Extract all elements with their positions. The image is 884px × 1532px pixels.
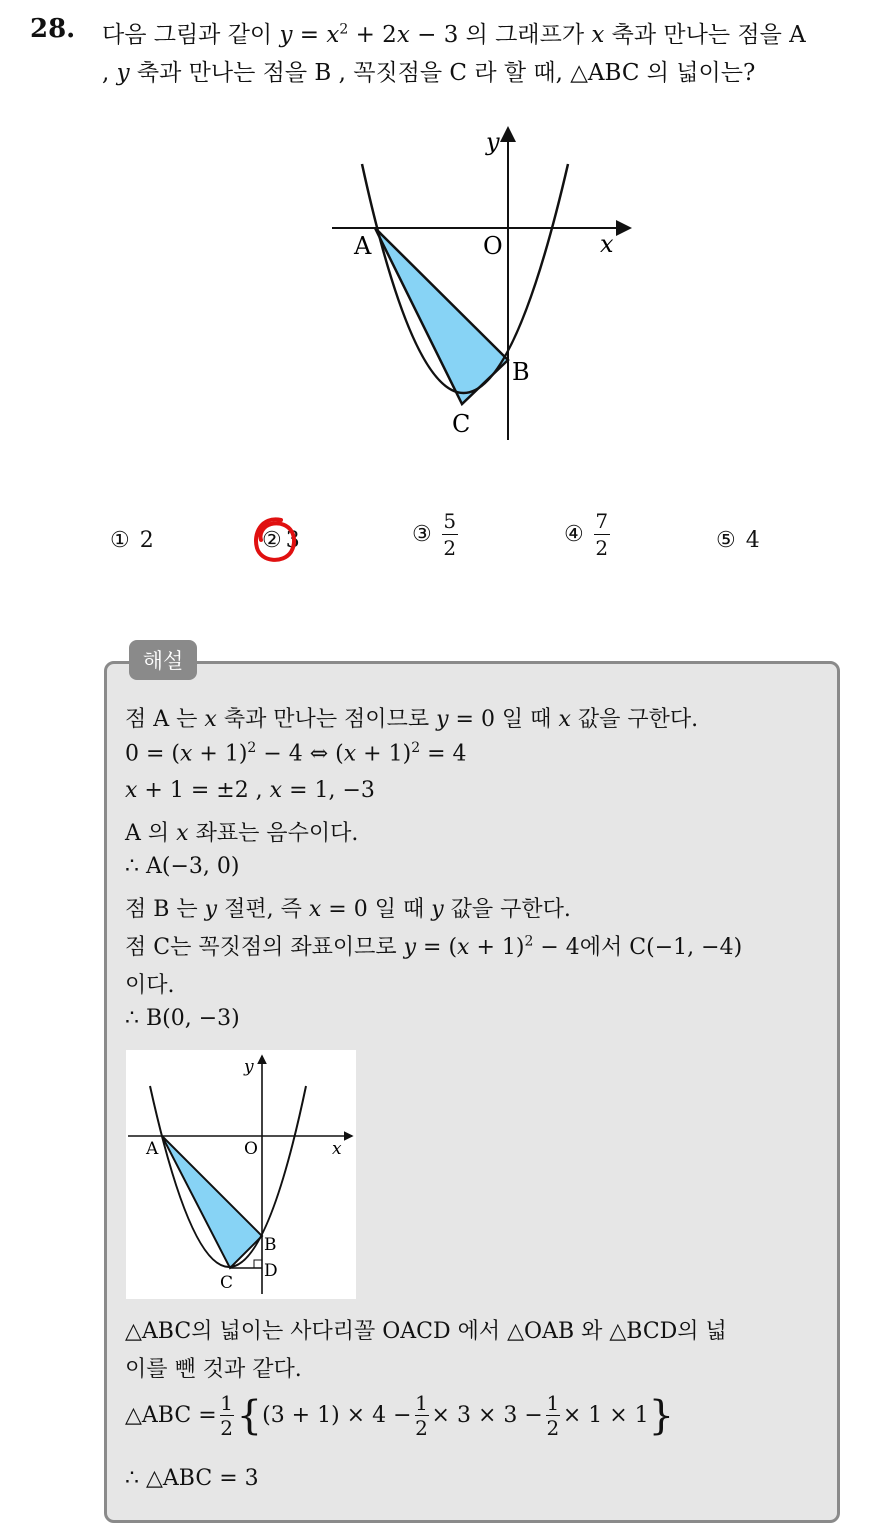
label-o: O — [483, 232, 503, 260]
solution-line-8: 이다. — [125, 973, 175, 998]
solution-graph — [126, 1050, 356, 1299]
solution-line-4: A 의 x 좌표는 음수이다. — [125, 821, 359, 846]
right-angle-d — [254, 1260, 262, 1268]
label2-c: C — [220, 1273, 234, 1293]
solution-line-10: △ABC의 넓이는 사다리꼴 OACD 에서 △OAB 와 △BCD의 넓 — [125, 1319, 727, 1344]
solution-line-12: △ABC = 1 2 { (3 + 1) × 4 − 1 2 × 3 × 3 − 1 2 × 1 × 1 } — [125, 1391, 675, 1440]
answer-choices — [0, 510, 884, 580]
choice-5[interactable]: ⑤ 4 — [716, 528, 760, 553]
question-text-line2: , y 축과 만나는 점을 B , 꼭짓점을 C 라 할 때, △ABC 의 넓이는? — [102, 60, 756, 86]
label2-x: x — [332, 1139, 342, 1159]
question-text-line1: 다음 그림과 같이 $y = x^2 + 2x - 3$ 의 그래프가 x 축과 만나는 점을 A — [102, 21, 806, 48]
solution-line-1: 점 A 는 x 축과 만나는 점이므로 y = 0 일 때 x 값을 구한다. — [125, 707, 699, 732]
solution-badge: 해설 — [129, 640, 197, 680]
label2-y: y — [244, 1057, 254, 1077]
solution-line-13: ∴ △ABC = 3 — [125, 1466, 259, 1491]
label2-d: D — [264, 1261, 278, 1281]
label-y: y — [486, 128, 500, 156]
solution-line-9: ∴ B(0, −3) — [125, 1006, 240, 1031]
choice-1[interactable]: ① 2 — [110, 528, 154, 553]
label2-b: B — [264, 1235, 277, 1255]
selected-answer-circle — [251, 514, 299, 566]
label2-a: A — [146, 1139, 159, 1159]
solution-line-2: $0 = (x + 1)^2 - 4$ ⇔ $(x + 1)^2 = 4$ — [125, 740, 467, 767]
label2-o: O — [244, 1139, 258, 1159]
solution-line-6: 점 B 는 y 절편, 즉 x = 0 일 때 y 값을 구한다. — [125, 897, 571, 922]
question-number: 28. — [30, 14, 76, 44]
solution-line-5: ∴ A(−3, 0) — [125, 854, 240, 879]
choice-4[interactable]: ④ $\frac{7}{2}$ — [564, 509, 609, 560]
parabola-graph — [320, 122, 640, 452]
label-b: B — [512, 358, 530, 386]
label-x: x — [600, 230, 614, 258]
solution-line-3: x + 1 = ±2 , x = 1, −3 — [125, 778, 375, 803]
solution-line-11: 이를 뺀 것과 같다. — [125, 1357, 302, 1382]
label-a: A — [354, 232, 372, 260]
choice-2[interactable]: ② 3 — [262, 528, 300, 553]
choice-3[interactable]: ③ $\frac{5}{2}$ — [412, 509, 457, 560]
solution-line-7: 점 C는 꼭짓점의 좌표이므로 $y = (x + 1)^2 - 4$에서 C(−1, −4) — [125, 933, 743, 960]
label-c: C — [452, 410, 471, 438]
